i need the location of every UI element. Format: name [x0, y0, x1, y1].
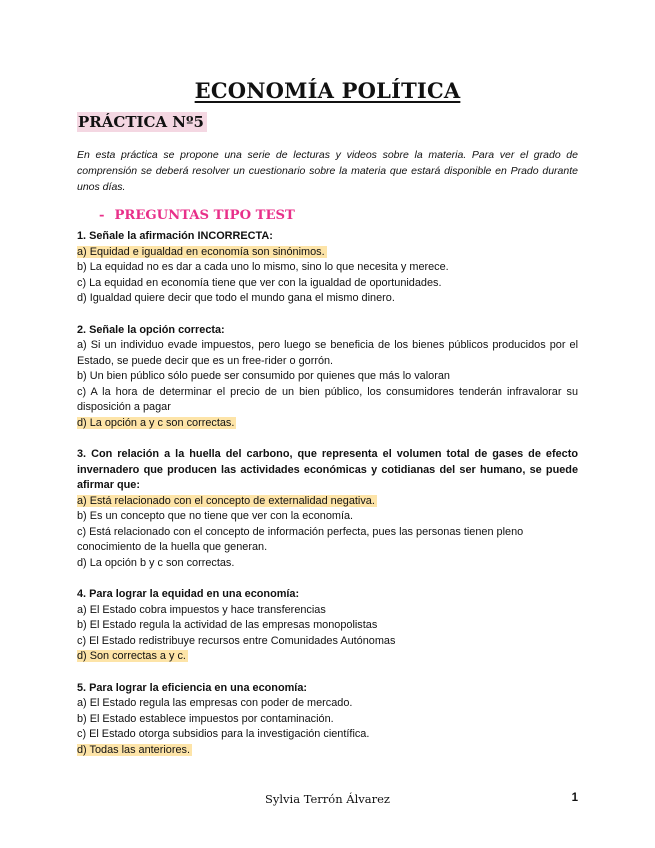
document-page [77, 0, 578, 848]
section-heading [99, 208, 295, 223]
option-c: c) A la hora de determinar el precio de un bien público, los consumidores tenderán infravalorar su disposición a pagar [77, 385, 578, 413]
option-b: b) La equidad no es dar a cada uno lo mismo, sino lo que necesita y merece. [77, 261, 449, 273]
question-4 [77, 587, 578, 665]
practice-subtitle: PRÁCTICA Nº5 [77, 112, 207, 132]
option-d [77, 743, 578, 759]
question-3 [77, 447, 578, 571]
document-title: ECONOMÍA POLÍTICA [194, 78, 461, 103]
option-b: b) Es un concepto que no tiene que ver con la economía. [77, 510, 354, 522]
option-b: b) El Estado establece impuestos por contaminación. [77, 712, 334, 725]
option-b: b) Un bien público sólo puede ser consumido por quienes que más lo valoran [77, 370, 450, 382]
option-a: a) Si un individuo evade impuestos, pero luego se beneficia de los bienes públicos producidos por el Estado, se puede decir que es un free-rider o gorrón. [77, 339, 578, 367]
footer-author: Sylvia Terrón Álvarez [264, 792, 390, 806]
option-d: d) La opción b y c son correctas. [77, 556, 235, 569]
correct-answer-highlight: a) Está relacionado con el concepto de externalidad negativa. [77, 494, 375, 507]
question-text: 1. Señale la afirmación INCORRECTA: [77, 230, 273, 242]
option-a [77, 245, 578, 261]
correct-answer-highlight: a) Equidad e igualdad en economía son sinónimos. [77, 245, 325, 258]
question-text: 5. Para lograr la eficiencia en una economía: [77, 681, 308, 694]
option-d [77, 416, 578, 432]
page-number: 1 [571, 792, 578, 804]
question-1 [77, 229, 578, 307]
correct-answer-highlight: d) Todas las anteriores. [77, 743, 190, 756]
option-a [77, 494, 578, 510]
option-d: d) Igualdad quiere decir que todo el mundo gana el mismo dinero. [77, 292, 395, 304]
option-b: b) El Estado regula la actividad de las empresas monopolistas [77, 619, 378, 631]
question-5 [77, 681, 578, 759]
section-title: PREGUNTAS TIPO TEST [114, 208, 295, 223]
question-2 [77, 323, 578, 432]
section-dash: - [99, 208, 105, 223]
question-list [77, 229, 578, 774]
option-c: c) El Estado otorga subsidios para la investigación científica. [77, 728, 370, 740]
question-text: 2. Señale la opción correcta: [77, 323, 225, 336]
correct-answer-highlight: d) La opción a y c son correctas. [77, 416, 235, 429]
correct-answer-highlight: d) Son correctas a y c. [77, 650, 186, 662]
intro-paragraph: En esta práctica se propone una serie de lecturas y videos sobre la materia. Para ver el grado de comprensión se deberá resolver un cuestionario sobre la materia que estará disponible en Prado durante unos días. [77, 149, 578, 193]
option-c: c) La equidad en economía tiene que ver con la igualdad de oportunidades. [77, 276, 442, 289]
option-a: a) El Estado cobra impuestos y hace transferencias [77, 603, 326, 616]
option-c: c) El Estado redistribuye recursos entre Comunidades Autónomas [77, 634, 396, 647]
question-text: 3. Con relación a la huella del carbono, que representa el volumen total de gases de efecto invernadero que producen las actividades económicas y cotidianas del ser humano, se puede afirmar que: [77, 448, 578, 491]
question-text: 4. Para lograr la equidad en una economía: [77, 588, 300, 600]
option-c: c) Está relacionado con el concepto de información perfecta, pues las personas tienen pleno conocimiento de la huella que generan. [77, 525, 524, 553]
option-d [77, 649, 578, 665]
option-a: a) El Estado regula las empresas con poder de mercado. [77, 697, 353, 709]
